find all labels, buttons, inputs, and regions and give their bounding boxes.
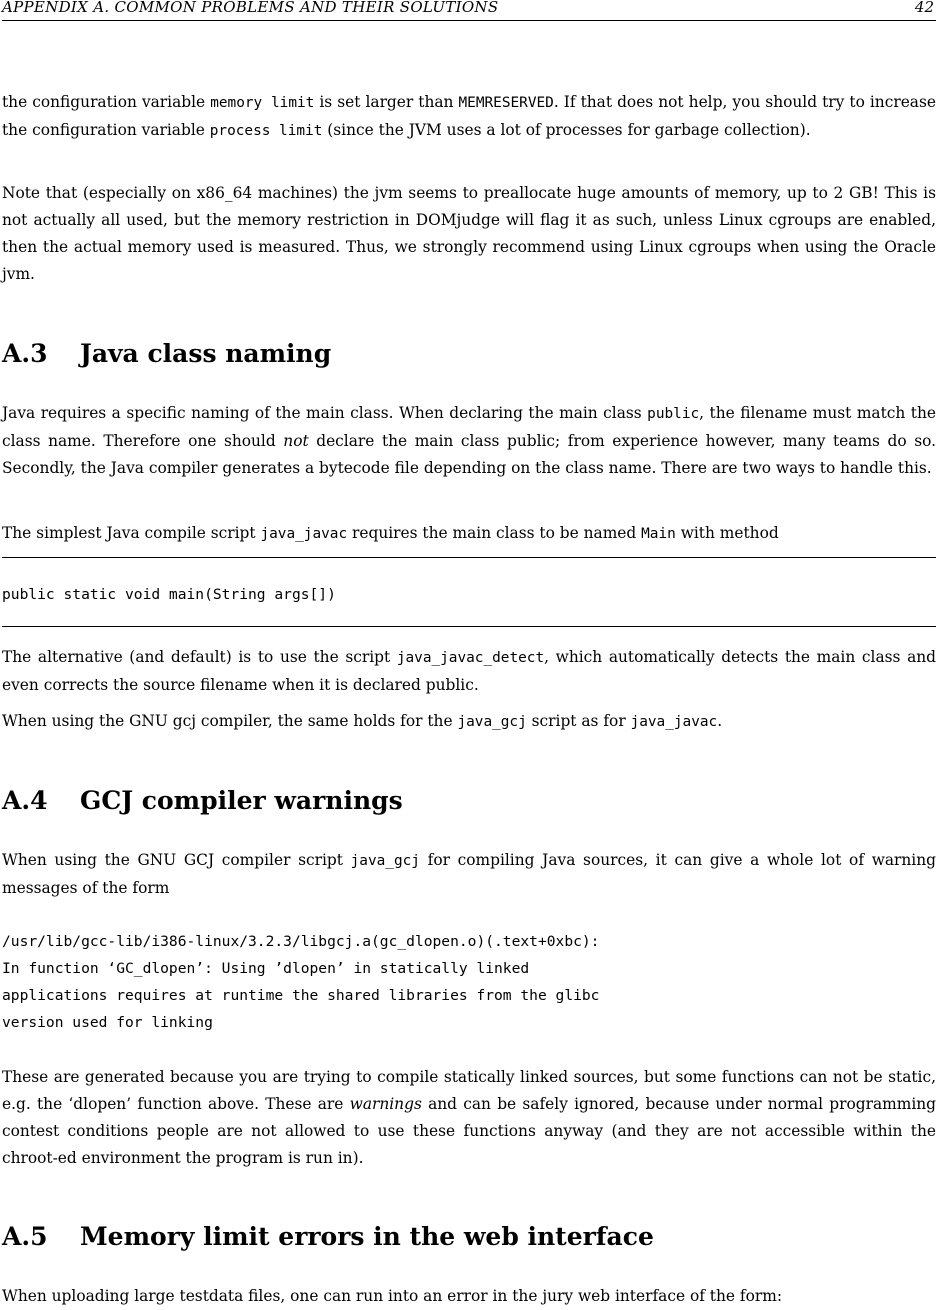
section-title: Memory limit errors in the web interface <box>80 1222 654 1251</box>
paragraph-jvm-memory-config <box>2 89 936 145</box>
text-run: When using the GNU gcj compiler, the same holds for the <box>2 712 458 730</box>
text-run: , which automatically detects the main class and even corrects the source filename when it is declared public. <box>2 648 937 694</box>
text-run: declare the main class public; from experience however, many teams do so. Secondly, the Java compiler generates a bytecode file depending on the class name. There are two ways to handle this. <box>2 432 936 477</box>
paragraph-upload-errors: When uploading large testdata files, one can run into an error in the jury web interface of the form: <box>2 1287 783 1305</box>
document-page <box>2 0 936 1307</box>
text-run: with method <box>675 524 779 542</box>
code-warning-line: /usr/lib/gcc-lib/i386-linux/3.2.3/libgcj.a(gc_dlopen.o)(.text+0xbc): <box>2 933 600 950</box>
code-java-javac-detect: java_javac_detect <box>396 650 545 666</box>
code-warning-line: applications requires at runtime the shared libraries from the glibc <box>2 987 600 1004</box>
section-heading-a5 <box>2 1222 654 1252</box>
text-run: . If that does not help, you should try to increase the configuration variable <box>2 93 936 139</box>
text-run: the configuration variable <box>2 93 211 111</box>
section-heading-a3 <box>2 339 331 369</box>
text-run: (since the JVM uses a lot of processes for garbage collection). <box>322 121 811 139</box>
code-memreserved: MEMRESERVED <box>458 95 554 111</box>
text-run: These are generated because you are trying to compile statically linked sources, but some functions can not be static, e.g. the ‘dlopen’ function above. These are <box>2 1068 936 1113</box>
section-number: A.3 <box>2 339 48 368</box>
code-main-method: public static void main(String args[]) <box>2 586 336 603</box>
emphasis-not: not <box>283 432 309 450</box>
code-rule-top <box>2 557 936 558</box>
text-run: script as for <box>526 712 631 730</box>
code-main: Main <box>641 526 676 542</box>
code-rule-bottom <box>2 626 936 627</box>
section-number: A.5 <box>2 1222 48 1251</box>
section-number: A.4 <box>2 786 48 815</box>
text-run: . <box>717 712 723 730</box>
code-java-javac: java_javac <box>260 526 348 542</box>
code-java-gcj: java_gcj <box>350 853 420 869</box>
code-public: public <box>647 406 700 422</box>
text-run: , the filename must match the class name. Therefore one should <box>2 404 936 450</box>
section-title: Java class naming <box>80 339 332 368</box>
paragraph-java-javac <box>2 520 936 548</box>
paragraph-gcj-compiler <box>2 708 936 736</box>
code-warning-line: version used for linking <box>2 1014 213 1031</box>
code-java-javac: java_javac <box>630 714 718 730</box>
text-run: and can be safely ignored, because under normal programming contest conditions people are not allowed to use these functions anyway (and they are not accessible within the chroot-ed environment the program is run in). <box>2 1095 937 1167</box>
text-run: is set larger than <box>314 93 459 111</box>
emphasis-warnings: warnings <box>349 1095 422 1113</box>
text-run: requires the main class to be named <box>347 524 642 542</box>
text-run: for compiling Java sources, it can give a whole lot of warning messages of the form <box>2 851 936 897</box>
text-run: The alternative (and default) is to use the script <box>2 648 397 666</box>
code-java-gcj: java_gcj <box>457 714 527 730</box>
code-process-limit: process limit <box>209 123 323 139</box>
paragraph-java-class-naming <box>2 400 936 482</box>
page-number: 42 <box>914 0 934 16</box>
paragraph-gcj-warnings <box>2 847 936 902</box>
text-run: Java requires a specific naming of the main class. When declaring the main class <box>2 404 648 422</box>
code-memory-limit: memory limit <box>210 95 315 111</box>
paragraph-warnings-explanation <box>2 1064 936 1172</box>
text-run: The simplest Java compile script <box>2 524 261 542</box>
code-warning-line: In function ‘GC_dlopen’: Using ’dlopen’ in statically linked <box>2 960 530 977</box>
chapter-title: APPENDIX A. COMMON PROBLEMS AND THEIR SOLUTIONS <box>2 0 499 16</box>
paragraph-jvm-preallocation: Note that (especially on x86_64 machines) the jvm seems to preallocate huge amounts of memory, up to 2 GB! This is not actually all used, but the memory restriction in DOMjudge will flag it as such, unless Linux cgroups are enabled, then the actual memory used is measured. Thus, we strongly recommend using Linux cgroups when using the Oracle jvm. <box>2 184 936 283</box>
text-run: When using the GNU GCJ compiler script <box>2 851 351 869</box>
paragraph-java-javac-detect <box>2 644 936 699</box>
running-header <box>2 0 936 21</box>
section-heading-a4 <box>2 786 403 816</box>
section-title: GCJ compiler warnings <box>80 786 403 815</box>
